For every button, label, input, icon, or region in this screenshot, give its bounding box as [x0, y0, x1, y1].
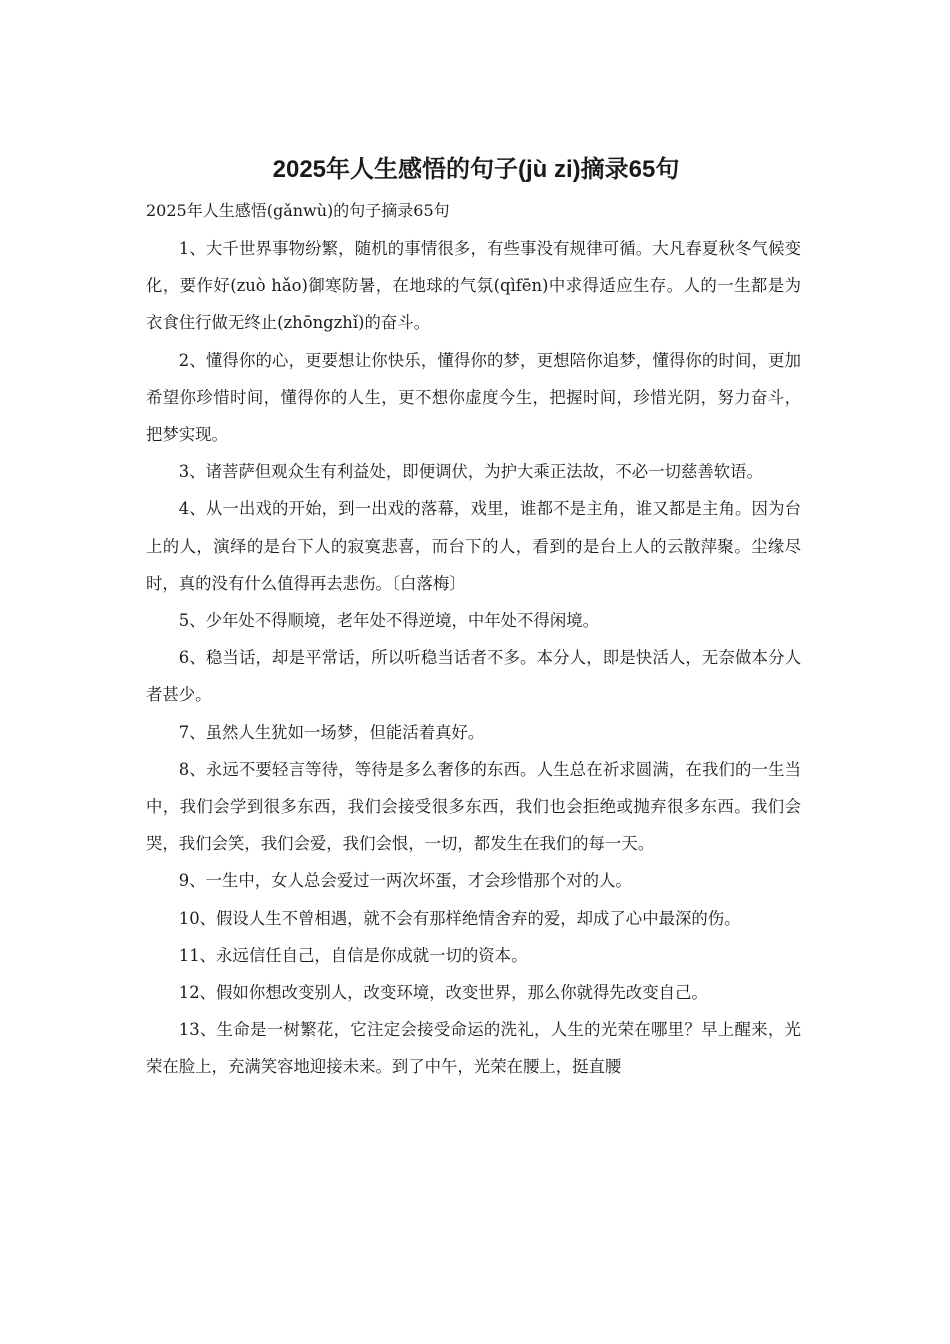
paragraph: 3、诸菩萨但观众生有利益处，即便调伏，为护大乘正法故，不必一切慈善软语。 — [178, 462, 763, 482]
document-title: 2025年人生感悟的句子(jù zi)摘录65句 — [272, 156, 680, 183]
paragraph: 10、假设人生不曾相遇，就不会有那样绝情舍弃的爱，却成了心中最深的伤。 — [178, 908, 741, 928]
paragraph: 5、少年处不得顺境，老年处不得逆境，中年处不得闲境。 — [178, 611, 599, 631]
paragraph: 12、假如你想改变别人，改变环境，改变世界，那么你就得先改变自己。 — [178, 983, 708, 1003]
paragraph: 6、稳当话，却是平常话，所以听稳当话者不多。本分人，即是快活人，无奈做本分人者甚少。 — [146, 648, 801, 705]
paragraph: 11、永远信任自己，自信是你成就一切的资本。 — [178, 945, 528, 965]
paragraph: 2、懂得你的心，更要想让你快乐，懂得你的梦，更想陪你追梦，懂得你的时间，更加希望你珍惜时间，懂得你的人生，更不想你虚度今生，把握时间，珍惜光阴，努力奋斗，把梦实现。 — [146, 350, 801, 445]
paragraph: 7、虽然人生犹如一场梦，但能活着真好。 — [178, 722, 485, 742]
paragraph: 9、一生中，女人总会爱过一两次坏蛋，才会珍惜那个对的人。 — [178, 871, 632, 891]
paragraph: 8、永远不要轻言等待，等待是多么奢侈的东西。人生总在祈求圆满，在我们的一生当中，我们会学到很多东西，我们会接受很多东西，我们也会拒绝或抛弃很多东西。我们会哭，我们会笑，我们会爱，我们会恨，一切，都发生在我们的每一天。 — [146, 759, 801, 854]
paragraph: 1、大千世界事物纷繁，随机的事情很多，有些事没有规律可循。大凡春夏秋冬气候变化，要作好(zuò hǎo)御寒防暑，在地球的气氛(qìfēn)中求得适应生存。人的一生都是为衣食住行做无终止(zhōngzhǐ)的奋斗。 — [146, 239, 801, 333]
paragraph: 13、生命是一树繁花，它注定会接受命运的洗礼，人生的光荣在哪里？早上醒来，光荣在脸上，充满笑容地迎接未来。到了中午，光荣在腰上，挺直腰 — [146, 1020, 801, 1077]
document-body — [146, 230, 801, 1086]
paragraph: 4、从一出戏的开始，到一出戏的落幕，戏里，谁都不是主角，谁又都是主角。因为台上的人，演绎的是台下人的寂寞悲喜，而台下的人，看到的是台上人的云散萍聚。尘缘尽时，真的没有什么值得再去悲伤。〔白落梅〕 — [146, 499, 801, 593]
document-subtitle: 2025年人生感悟(gǎnwù)的句子摘录65句 — [146, 201, 450, 220]
